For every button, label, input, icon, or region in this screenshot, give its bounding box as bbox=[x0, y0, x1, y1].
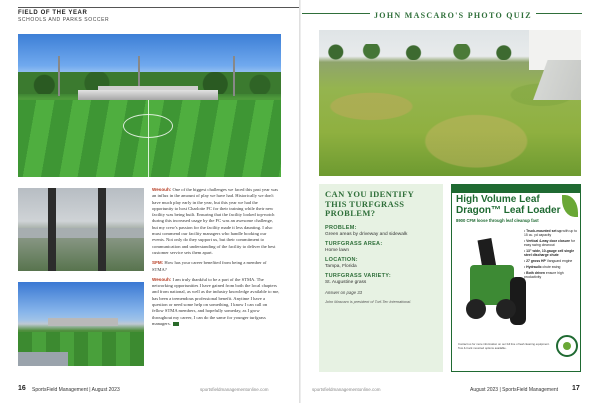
ad-subtitle: 8900 CFM loose through leaf cleanup fast bbox=[456, 218, 539, 223]
leaf-icon bbox=[562, 195, 578, 217]
quiz-box bbox=[319, 184, 443, 372]
left-publication-name: SportsField Management | August 2023 bbox=[32, 387, 120, 393]
ad-feature: • Hydraulic chute swing bbox=[524, 265, 561, 270]
stadium-field-photo bbox=[18, 282, 144, 366]
ad-feature: • 27 gross HP Vanguard engine bbox=[524, 259, 573, 264]
quiz-value: Home lawn bbox=[325, 247, 349, 253]
left-header-rule bbox=[18, 7, 300, 8]
ad-feature-list bbox=[524, 229, 578, 281]
quiz-value: St. Augustine grass bbox=[325, 279, 367, 285]
ad-feature: • Vertical 4-way door closure for easy swing cleanout bbox=[524, 239, 575, 248]
quiz-label: PROBLEM: bbox=[325, 224, 357, 231]
quiz-label: TURFGRASS AREA: bbox=[325, 240, 383, 247]
leaf-loader-ad[interactable] bbox=[451, 184, 581, 372]
right-publication-name: August 2023 | SportsField Management bbox=[470, 387, 559, 393]
ad-feature: • Truck-mounted set up with up to 15 cu. yd capacity bbox=[524, 229, 578, 238]
quiz-value: Tampa, Florida bbox=[325, 263, 357, 269]
ad-feature: • 13" wide, 10-gauge cell single steel discharge chute bbox=[524, 249, 575, 258]
interview-paragraph: Wesouh: I am truly thankful to be a part of the STMA. The networking opportunities I have gained from both the local chapters and from national, as well as the industry knowledge available to me, has been a tremendous professional benefit. Anytime I have a question or need some help on something, I know I can call on fellow STMA members, and hopefully someday, as I grow throughout my career, I can do the same for younger turfgrass managers. bbox=[152, 276, 280, 326]
photo-quiz-title: JOHN MASCARO'S PHOTO QUIZ bbox=[370, 11, 536, 20]
left-footer-url: sportsfieldmanagementonline.com bbox=[200, 387, 269, 392]
quiz-heading: CAN YOU IDENTIFY THIS TURFGRASS PROBLEM? bbox=[325, 189, 414, 218]
quiz-author-credit: John Mascaro is president of Turf-Tec International. bbox=[325, 299, 412, 304]
end-mark-icon bbox=[173, 322, 179, 326]
quiz-label: TURFGRASS VARIETY: bbox=[325, 272, 392, 279]
ad-title-line1: High Volume Leaf bbox=[456, 194, 540, 205]
interview-text bbox=[152, 187, 280, 331]
quiz-answer-reference: Answer on page 33 bbox=[325, 289, 363, 295]
brand-logo-icon bbox=[556, 335, 578, 357]
page-gutter bbox=[299, 0, 301, 403]
section-kicker: FIELD OF THE YEAR bbox=[18, 10, 88, 16]
interview-paragraph: Wesouh: One of the biggest challenges we faced this past year was an influx in the amount of play we have had. Historically we don't have much play early in the year, but this year we had the opportunity to host Charlotte FC for their training while their new facility was being built. Ensuring that the facility looked top-notch during this increased usage by the FC was an awesome challenge, but my crew's passion for the facility made it less daunting. I also must commend our facility managers who handle booking our events. Not only do they support us, but their commitment to communication and understanding of the facility to deliver the best customer service sets them apart. bbox=[152, 187, 279, 255]
ad-title-line2: Dragon™ Leaf Loader bbox=[456, 205, 561, 216]
section-subkicker: SCHOOLS AND PARKS SOCCER bbox=[18, 17, 110, 23]
ad-top-bar bbox=[452, 185, 581, 193]
ad-feature: • Both driven ensure high productivity bbox=[524, 270, 564, 280]
interview-question: SFM: How has your career benefited from being a member of STMA? bbox=[152, 260, 267, 272]
ad-fine-print: Contact us for more information on our full line of leaf cleaning equipment. Tow & truck mounted options available. bbox=[458, 342, 550, 350]
quiz-value: Green areas by driveway and sidewalk bbox=[325, 231, 408, 237]
leaf-loader-machine-image bbox=[460, 235, 524, 335]
left-page-number: 16 bbox=[18, 385, 26, 392]
quiz-label: LOCATION: bbox=[325, 256, 358, 263]
lawn-quiz-photo bbox=[319, 30, 581, 176]
stadium-aerial-photo bbox=[18, 34, 281, 177]
rainy-field-photo bbox=[18, 188, 144, 271]
right-footer-url: sportsfieldmanagementonline.com bbox=[312, 387, 381, 392]
right-page-number: 17 bbox=[572, 385, 580, 392]
